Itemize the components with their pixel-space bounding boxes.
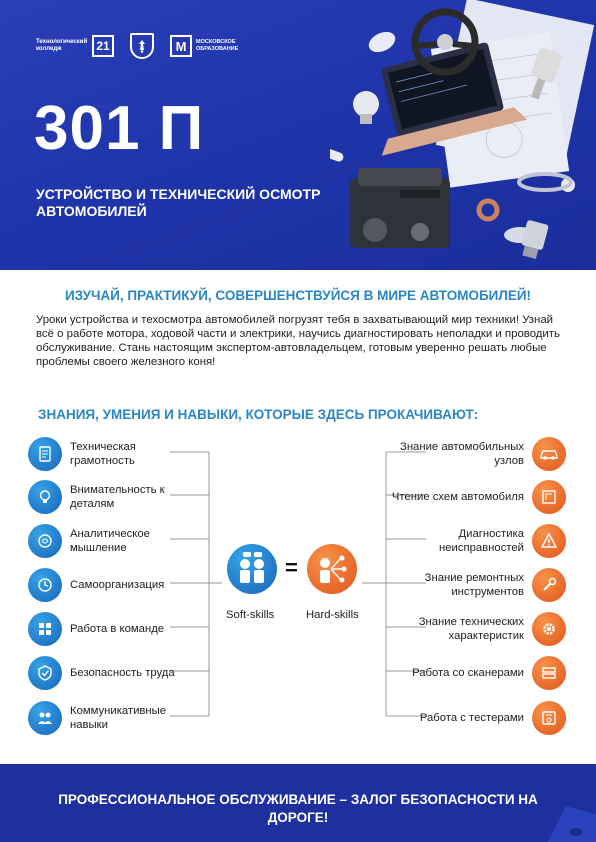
soft-skills-icon (227, 544, 277, 594)
soft-skill-item (28, 436, 200, 472)
soft-skill-item (28, 700, 200, 736)
hard-skill-item (384, 655, 566, 691)
tester-icon (532, 701, 566, 735)
moscow-education-letter: М (170, 35, 192, 57)
hard-skills-caption: Hard-skills (306, 609, 359, 621)
soft-skill-label: Работа в команде (70, 623, 165, 635)
hard-skill-label: Диагностика неисправностей (439, 528, 524, 554)
soft-skill-item (28, 479, 200, 515)
lightbulb-icon (28, 480, 62, 514)
moscow-education-text: МОСКОВСКОЕ ОБРАЗОВАНИЕ (196, 39, 239, 52)
puzzle-icon (28, 612, 62, 646)
document-icon (28, 437, 62, 471)
soft-skill-item (28, 611, 200, 647)
soft-skill-label: Самоорганизация (70, 579, 165, 591)
soft-skill-item (28, 567, 200, 603)
tagline: ИЗУЧАЙ, ПРАКТИКУЙ, СОВЕРШЕНСТВУЙСЯ В МИРЕ АВТОМОБИЛЕЙ! (64, 288, 532, 303)
hard-skill-label: Знание ремонтных инструментов (424, 572, 524, 598)
warning-icon (532, 524, 566, 558)
hard-skill-label: Чтение схем автомобиля (391, 491, 524, 503)
wrench-icon (532, 568, 566, 602)
soft-skills-caption: Soft-skills (226, 609, 275, 621)
decorative-part-icon (536, 796, 596, 842)
people-icon (28, 701, 62, 735)
soft-skill-label: Безопасность труда (70, 667, 175, 679)
soft-skill-item (28, 655, 200, 691)
gear-icon (532, 612, 566, 646)
hard-skills-icon (307, 544, 357, 594)
footer-slogan: ПРОФЕССИОНАЛЬНОЕ ОБСЛУЖИВАНИЕ – ЗАЛОГ БЕЗОПАСНОСТИ НА ДОРОГЕ! (58, 792, 538, 825)
hard-skill-item (384, 567, 566, 603)
hard-skill-label: Знание технических характеристик (418, 616, 524, 642)
soft-skill-item (28, 523, 200, 559)
shield-icon (28, 656, 62, 690)
intro-paragraph: Уроки устройства и техосмотра автомобилей погрузят тебя в захватывающий мир техники! Узнай всё о работе мотора, ходовой части и электрики, научись диагностировать неполадки и проводить обслуживание. Стань настоящим экспертом-автовладельцем, готовым уверенно решать любые проблемы своего железного коня! (36, 314, 560, 368)
soft-skill-label: Внимательность к деталям (70, 484, 165, 510)
hard-skill-label: Работа с тестерами (419, 712, 524, 724)
equals-sign: = (285, 555, 298, 580)
skills-heading: ЗНАНИЯ, УМЕНИЯ И НАВЫКИ, КОТОРЫЕ ЗДЕСЬ ПРОКАЧИВАЮТ: (38, 407, 479, 422)
soft-skill-label: Аналитическое мышление (70, 528, 150, 554)
hard-skill-item (384, 436, 566, 472)
program-code: 301 П (34, 94, 205, 163)
car-icon (532, 437, 566, 471)
program-title: УСТРОЙСТВО И ТЕХНИЧЕСКИЙ ОСМОТР АВТОМОБИЛЕЙ (36, 186, 321, 219)
brain-icon (28, 524, 62, 558)
hard-skill-item (384, 479, 566, 515)
college-logo-number: 21 (92, 35, 114, 57)
blueprint-icon (532, 480, 566, 514)
soft-skill-label: Техническая грамотность (70, 441, 136, 467)
hard-skill-item (384, 611, 566, 647)
college-logo-text: Технологический колледж (36, 39, 88, 52)
soft-skill-label: Коммуникативные навыки (70, 705, 167, 731)
hard-skill-item (384, 523, 566, 559)
hard-skill-label: Работа со сканерами (412, 667, 524, 679)
hard-skill-label: Знание автомобильных узлов (400, 441, 524, 467)
hard-skill-item (384, 700, 566, 736)
footer-banner (0, 764, 596, 842)
clock-icon (28, 568, 62, 602)
scanner-icon (532, 656, 566, 690)
